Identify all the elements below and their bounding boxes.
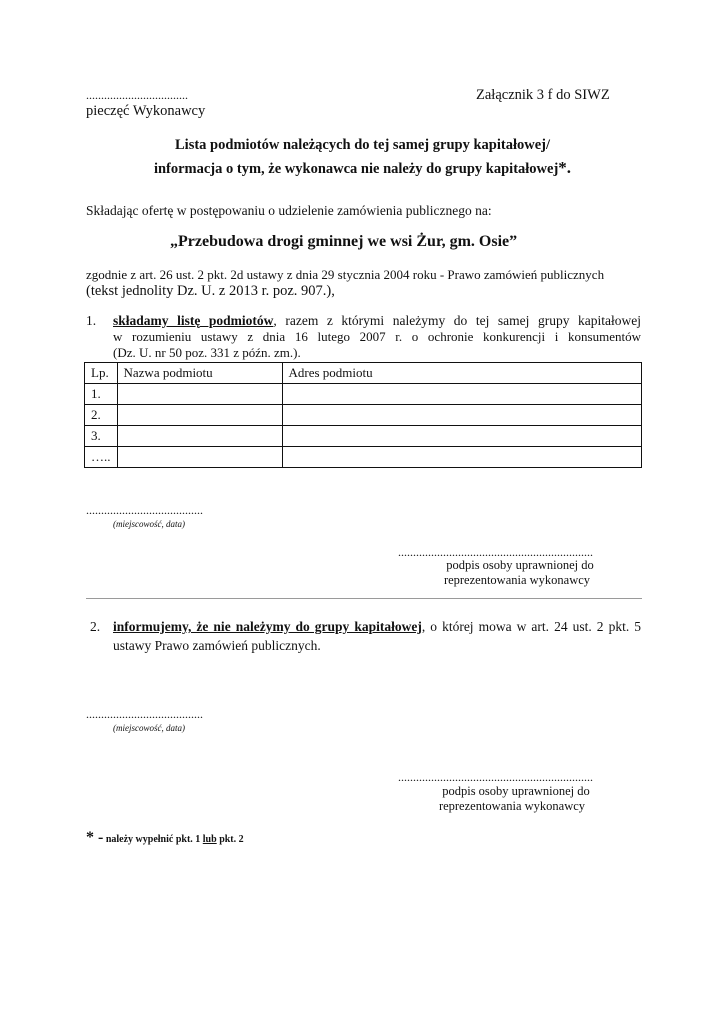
footnote bbox=[86, 829, 244, 847]
document-title-line2 bbox=[0, 158, 725, 178]
item1-rest-text: , razem z którymi należymy do tej samej grupy kapitałowej bbox=[273, 313, 641, 328]
table-row bbox=[85, 426, 642, 447]
annex-label: Załącznik 3 f do SIWZ bbox=[476, 87, 610, 103]
signature-dots-1: ................................................................. bbox=[398, 545, 593, 559]
footnote-text-a: należy wypełnić pkt. 1 bbox=[103, 834, 203, 845]
table-cell-lp: 3. bbox=[85, 426, 118, 447]
table-cell-name[interactable] bbox=[117, 426, 282, 447]
signature-label-2-line2: reprezentowania wykonawcy bbox=[438, 799, 586, 813]
stamp-label: pieczęć Wykonawcy bbox=[86, 103, 206, 119]
table-cell-name[interactable] bbox=[117, 405, 282, 426]
item2-bold-text: informujemy, że nie należymy do grupy kapitałowej bbox=[113, 619, 422, 634]
signature-label-2-line1: podpis osoby uprawnionej do bbox=[442, 784, 590, 798]
table-cell-lp: 1. bbox=[85, 384, 118, 405]
item1-bold-text: składamy listę podmiotów bbox=[113, 313, 274, 328]
legal-basis-line1: zgodnie z art. 26 ust. 2 pkt. 2d ustawy z dnia 29 stycznia 2004 roku - Prawo zamówień publicznych bbox=[86, 267, 605, 282]
intro-text: Składając ofertę w postępowaniu o udzielenie zamówienia publicznego na: bbox=[86, 203, 492, 218]
table-header-address: Adres podmiotu bbox=[282, 363, 642, 384]
signature-label-1-line1: podpis osoby uprawnionej do bbox=[446, 558, 594, 572]
legal-basis-line2: (tekst jednolity Dz. U. z 2013 r. poz. 907.), bbox=[86, 283, 335, 299]
place-date-label-2: (miejscowość, data) bbox=[113, 723, 185, 733]
table-header-name: Nazwa podmiotu bbox=[117, 363, 282, 384]
stamp-dots: .................................. bbox=[86, 88, 188, 102]
document-title-line2-text: informacja o tym, że wykonawca nie należy do grupy kapitałowej bbox=[153, 161, 559, 177]
table-cell-lp: 2. bbox=[85, 405, 118, 426]
item2-line1 bbox=[113, 619, 641, 635]
item1-number: 1. bbox=[86, 313, 97, 328]
title-asterisk: *. bbox=[558, 158, 572, 177]
signature-label-1-line2: reprezentowania wykonawcy bbox=[443, 573, 591, 587]
table-row bbox=[85, 384, 642, 405]
place-date-dots-1: ....................................... bbox=[86, 503, 203, 517]
table-row bbox=[85, 405, 642, 426]
item1-line3: (Dz. U. nr 50 poz. 331 z późn. zm.). bbox=[113, 345, 301, 360]
table-header-lp: Lp. bbox=[85, 363, 118, 384]
signature-dots-2: ................................................................. bbox=[398, 770, 593, 784]
entities-table bbox=[84, 362, 642, 468]
table-cell-name[interactable] bbox=[117, 447, 282, 468]
table-cell-address[interactable] bbox=[282, 447, 642, 468]
table-header-row bbox=[85, 363, 642, 384]
item2-line2: ustawy Prawo zamówień publicznych. bbox=[113, 638, 321, 653]
table-cell-lp: ….. bbox=[85, 447, 118, 468]
item1-line2: w rozumieniu ustawy z dnia 16 lutego 2007 r. o ochronie konkurencji i konsumentów bbox=[113, 329, 641, 344]
item2-rest-text: , o której mowa w art. 24 ust. 2 pkt. 5 bbox=[421, 619, 641, 634]
footnote-text-b: pkt. 2 bbox=[216, 834, 244, 845]
table-cell-address[interactable] bbox=[282, 405, 642, 426]
place-date-label-1: (miejscowość, data) bbox=[113, 519, 185, 529]
item2-number: 2. bbox=[90, 619, 101, 634]
table-cell-address[interactable] bbox=[282, 426, 642, 447]
place-date-dots-2: ....................................... bbox=[86, 707, 203, 721]
project-name: „Przebudowa drogi gminnej we wsi Żur, gm. Osie” bbox=[170, 233, 518, 250]
footnote-star: * - bbox=[86, 829, 104, 846]
table-cell-name[interactable] bbox=[117, 384, 282, 405]
document-title-line1: Lista podmiotów należących do tej samej grupy kapitałowej/ bbox=[175, 137, 550, 153]
section-divider bbox=[86, 598, 642, 599]
table-row bbox=[85, 447, 642, 468]
footnote-lub: lub bbox=[202, 834, 217, 845]
item1-line1 bbox=[113, 313, 641, 329]
table-cell-address[interactable] bbox=[282, 384, 642, 405]
